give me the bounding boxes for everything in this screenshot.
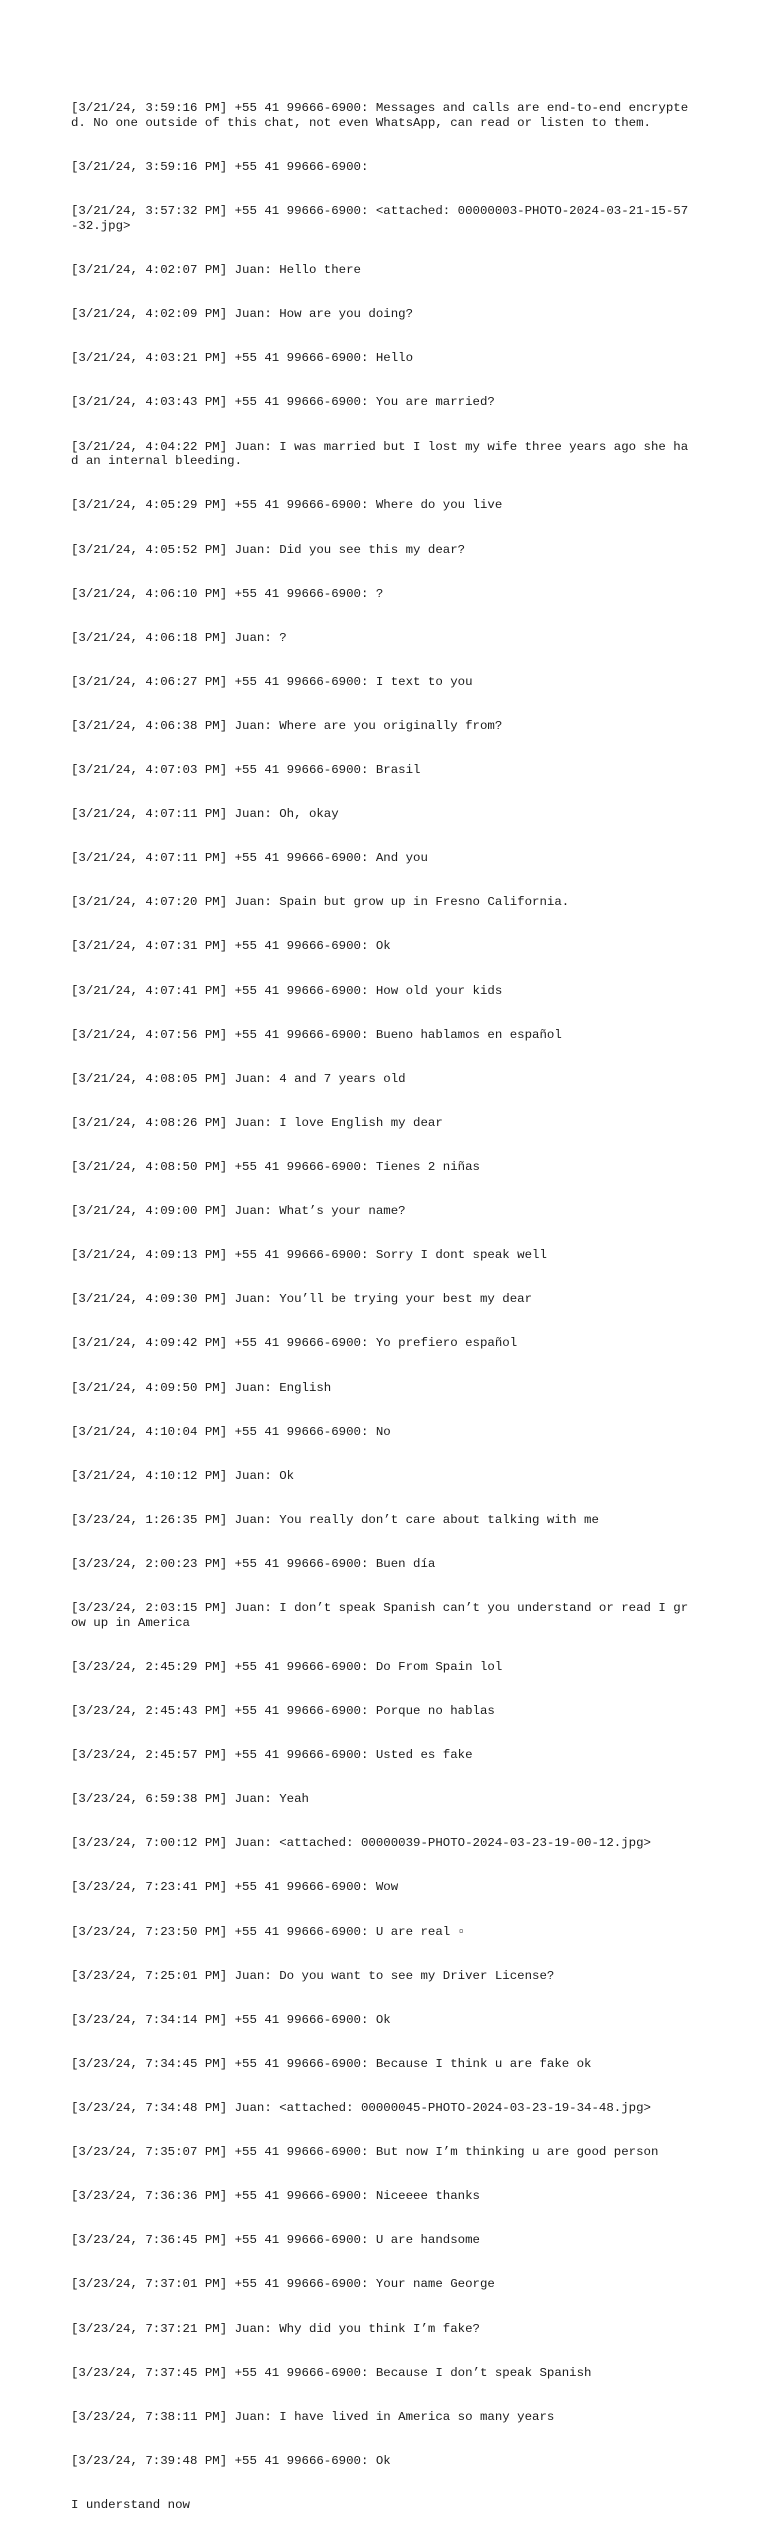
chat-line: [3/21/24, 4:09:50 PM] Juan: English bbox=[71, 1380, 332, 1395]
chat-line: [3/23/24, 7:23:50 PM] +55 41 99666-6900: U are real ▫ bbox=[71, 1924, 466, 1939]
chat-transcript bbox=[71, 72, 691, 2527]
chat-line: [3/21/24, 4:02:09 PM] Juan: How are you doing? bbox=[71, 307, 414, 322]
chat-line: [3/21/24, 4:10:12 PM] Juan: Ok bbox=[71, 1468, 295, 1483]
chat-line: [3/21/24, 4:08:05 PM] Juan: 4 and 7 years old bbox=[71, 1071, 406, 1086]
chat-line: [3/23/24, 7:36:36 PM] +55 41 99666-6900: Niceeee thanks bbox=[71, 2189, 480, 2204]
chat-line: [3/23/24, 7:34:14 PM] +55 41 99666-6900: Ok bbox=[71, 2012, 391, 2027]
chat-line: [3/21/24, 4:05:29 PM] +55 41 99666-6900: Where do you live bbox=[71, 498, 503, 513]
chat-line: [3/21/24, 4:05:52 PM] Juan: Did you see this my dear? bbox=[71, 542, 466, 557]
chat-line: [3/21/24, 4:09:42 PM] +55 41 99666-6900: Yo prefiero español bbox=[71, 1336, 518, 1351]
chat-line: [3/21/24, 3:59:16 PM] +55 41 99666-6900: Messages and calls are end-to-end encrypted. No one outside of this chat, not even WhatsApp, can read or listen to them. bbox=[71, 101, 689, 131]
chat-line: [3/23/24, 7:37:45 PM] +55 41 99666-6900: Because I don’t speak Spanish bbox=[71, 2365, 592, 2380]
chat-line: [3/21/24, 4:07:41 PM] +55 41 99666-6900: How old your kids bbox=[71, 983, 503, 998]
chat-line: [3/23/24, 7:34:45 PM] +55 41 99666-6900: Because I think u are fake ok bbox=[71, 2056, 592, 2071]
chat-line: [3/23/24, 7:36:45 PM] +55 41 99666-6900: U are handsome bbox=[71, 2233, 480, 2248]
chat-line: [3/23/24, 7:39:48 PM] +55 41 99666-6900: Ok bbox=[71, 2453, 391, 2468]
chat-line: [3/23/24, 7:37:01 PM] +55 41 99666-6900: Your name George bbox=[71, 2277, 495, 2292]
chat-line: [3/23/24, 2:03:15 PM] Juan: I don’t speak Spanish can’t you understand or read I grow up in America bbox=[71, 1601, 689, 1630]
chat-line: [3/21/24, 4:06:18 PM] Juan: ? bbox=[71, 630, 287, 645]
chat-line: [3/21/24, 4:07:11 PM] Juan: Oh, okay bbox=[71, 807, 339, 822]
chat-line: [3/21/24, 3:57:32 PM] +55 41 99666-6900: <attached: 00000003-PHOTO-2024-03-21-15-57-32.jpg> bbox=[71, 204, 689, 234]
chat-line: [3/23/24, 7:37:21 PM] Juan: Why did you think I’m fake? bbox=[71, 2321, 480, 2336]
chat-line: [3/23/24, 7:38:11 PM] Juan: I have lived in America so many years bbox=[71, 2409, 555, 2424]
chat-line: [3/21/24, 4:03:43 PM] +55 41 99666-6900: You are married? bbox=[71, 395, 495, 410]
chat-line: [3/21/24, 4:08:50 PM] +55 41 99666-6900: Tienes 2 niñas bbox=[71, 1160, 480, 1175]
chat-line: [3/23/24, 7:23:41 PM] +55 41 99666-6900: Wow bbox=[71, 1880, 399, 1895]
chat-line: [3/23/24, 7:35:07 PM] +55 41 99666-6900: But now I’m thinking u are good person bbox=[71, 2145, 659, 2160]
chat-line: [3/21/24, 4:02:07 PM] Juan: Hello there bbox=[71, 263, 361, 278]
chat-line: [3/21/24, 4:09:30 PM] Juan: You’ll be trying your best my dear bbox=[71, 1292, 533, 1307]
chat-line: [3/21/24, 4:07:11 PM] +55 41 99666-6900: And you bbox=[71, 851, 428, 866]
chat-line: [3/23/24, 2:45:29 PM] +55 41 99666-6900: Do From Spain lol bbox=[71, 1659, 503, 1674]
chat-line: [3/23/24, 7:25:01 PM] Juan: Do you want to see my Driver License? bbox=[71, 1968, 555, 1983]
chat-line: [3/21/24, 4:07:56 PM] +55 41 99666-6900: Bueno hablamos en español bbox=[71, 1027, 562, 1042]
chat-line: [3/23/24, 6:59:38 PM] Juan: Yeah bbox=[71, 1792, 309, 1807]
chat-line: [3/21/24, 4:09:00 PM] Juan: What’s your name? bbox=[71, 1204, 406, 1219]
chat-line: [3/23/24, 1:26:35 PM] Juan: You really don’t care about talking with me bbox=[71, 1512, 599, 1527]
chat-line: [3/21/24, 4:06:10 PM] +55 41 99666-6900: ? bbox=[71, 586, 384, 601]
chat-line: [3/23/24, 7:34:48 PM] Juan: <attached: 00000045-PHOTO-2024-03-23-19-34-48.jpg> bbox=[71, 2101, 651, 2116]
chat-line: [3/21/24, 4:07:20 PM] Juan: Spain but grow up in Fresno California. bbox=[71, 895, 570, 910]
chat-line: [3/23/24, 2:45:57 PM] +55 41 99666-6900: Usted es fake bbox=[71, 1748, 473, 1763]
chat-line: [3/21/24, 4:07:03 PM] +55 41 99666-6900: Brasil bbox=[71, 763, 421, 778]
chat-line: I understand now bbox=[71, 2498, 190, 2513]
chat-line: [3/21/24, 4:06:27 PM] +55 41 99666-6900: I text to you bbox=[71, 674, 473, 689]
chat-line: [3/21/24, 4:06:38 PM] Juan: Where are you originally from? bbox=[71, 718, 503, 733]
chat-line: [3/21/24, 4:10:04 PM] +55 41 99666-6900: No bbox=[71, 1424, 391, 1439]
chat-line: [3/23/24, 2:00:23 PM] +55 41 99666-6900: Buen día bbox=[71, 1557, 436, 1572]
chat-line: [3/21/24, 4:09:13 PM] +55 41 99666-6900: Sorry I dont speak well bbox=[71, 1248, 547, 1263]
chat-line: [3/21/24, 4:07:31 PM] +55 41 99666-6900: Ok bbox=[71, 939, 391, 954]
chat-line: [3/21/24, 4:08:26 PM] Juan: I love English my dear bbox=[71, 1115, 443, 1130]
chat-line: [3/23/24, 7:00:12 PM] Juan: <attached: 00000039-PHOTO-2024-03-23-19-00-12.jpg> bbox=[71, 1836, 651, 1851]
chat-line: [3/21/24, 4:04:22 PM] Juan: I was married but I lost my wife three years ago she had an internal bleeding. bbox=[71, 439, 689, 469]
chat-line: [3/21/24, 3:59:16 PM] +55 41 99666-6900: bbox=[71, 160, 369, 175]
chat-line: [3/21/24, 4:03:21 PM] +55 41 99666-6900: Hello bbox=[71, 351, 414, 366]
chat-line: [3/23/24, 2:45:43 PM] +55 41 99666-6900: Porque no hablas bbox=[71, 1704, 495, 1719]
